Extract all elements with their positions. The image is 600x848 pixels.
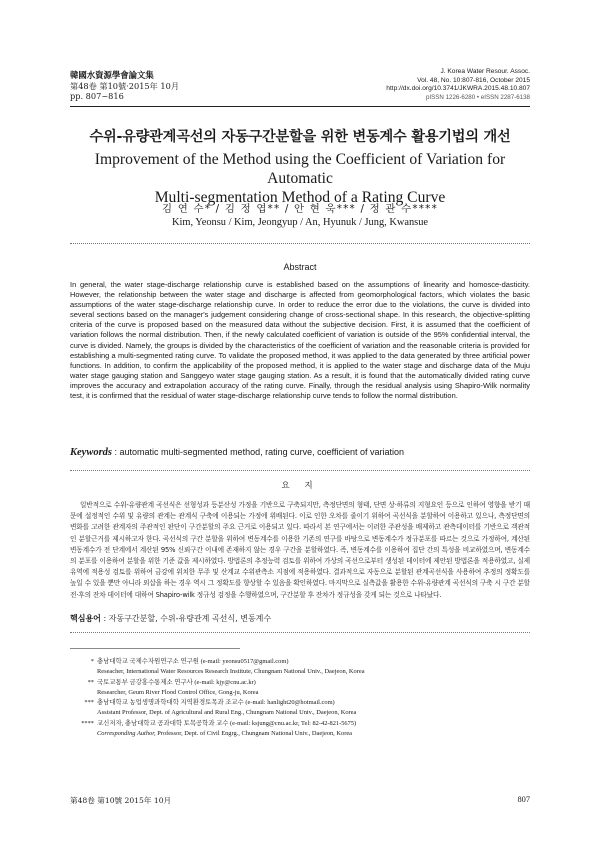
keywords-text: automatic multi-segmented method, rating curve, coefficient of variation xyxy=(119,447,404,457)
summary-body: 일반적으로 수위-유량관계 곡선식은 선형성과 등분산성 가정을 기반으로 구축되지만, 측정단면의 형태, 단면 상·하류의 지형요인 등으로 인하여 영향을 받기 때문에 설정적인 수위 및 유량의 관계는 관계식 구축에 이용되는 가정에 위배된다. 이로 인한 오차를 줄이기 위하여 곡선식을 분할하여 이용하고 있으나, 측정단면의 변화를 고려한 관계자의 주관적인 판단이 구간분할의 주요 근거로 이용되고 있다. 따라서 본 연구에서는 이러한 주관성을 배제하고 관측데이터를 기반으로 객관적인 분할근거를 제시하고자 한다. 곡선식의 구간 분할을 위하여 변동계수를 이용한 기존의 연구를 바탕으로 변동계수가 정규분포를 따르는 것으로 가정하여, 계산된 변동계수가 전 단계에서 계산된 95% 신뢰구간 이내에 존재하지 않는 경우 구간을 분할하였다. 즉, 변동계수를 이용하여 집단 간의 특성을 비교하였으며, 변동계수의 분포를 이용하여 분할을 위한 기준 값을 제시하였다. 방법론의 추정능력 검토를 위하여 가상의 곡선으로부터 생성된 데이터에 제안된 방법론을 적용하였고, 실제 유역에 적용성 검토를 위하여 금강에 위치한 무주 및 산계교 수위관측소 지점에 적용하였다. 결과적으로 자동으로 분할된 관계곡선식을 사용하여 추정의 정확도를 높일 수 있을 뿐만 아니라 외삽을 하는 경우 역시 그 정확도를 향상할 수 있음을 확인하였다. 마지막으로 실측값을 활용한 수위-유량관계 곡선식의 구축 시 구간 분할 전·후의 잔차 데이터에 대하여 Shapiro-wilk 정규성 검정을 수행하였으며, 구간분할 후 잔차가 정규성을 갖게 되는 것으로 나타났다. xyxy=(70,501,530,599)
abstract-heading: Abstract xyxy=(283,262,317,272)
footnote-line: Assistant Professor, Dept. of Agricultural and Rural Eng., Chungnam National Univ., Daejeon, Korea xyxy=(97,709,357,717)
volume-en: Vol. 48, No. 10:807-816, October 2015 xyxy=(417,76,530,84)
footnote-line: 교신저자, 충남대학교 공과대학 토목공학과 교수 (e-mail: ksjung@cnu.ac.kr, Tel: 82-42-821-5675) xyxy=(97,719,357,727)
footnote-mark: ** xyxy=(87,678,94,686)
footnotes xyxy=(70,657,540,739)
footnote-line: Reseacher, International Water Resources Research Institute, Chungnam National Univ., Daejeon, Korea xyxy=(97,668,365,676)
journal-name-ko: 韓國水資源學會論文集 xyxy=(70,70,154,80)
footnote-line: Researcher, Geum River Flood Control Office, Gong-ju, Korea xyxy=(97,688,259,696)
title-korean: 수위-유량관계곡선의 자동구간분할을 위한 변동계수 활용기법의 개선 xyxy=(89,129,511,145)
footnote-line: 충남대학교 국제수자원연구소 연구원 (e-mail: yeonsu0517@gmail.com) xyxy=(97,658,289,665)
summary-divider xyxy=(70,632,530,633)
journal-header-left xyxy=(70,70,179,102)
footnote-author-1 xyxy=(70,657,540,678)
keywords xyxy=(70,447,530,458)
page-range: pp. 807~816 xyxy=(70,91,124,101)
doi-link[interactable]: http://dx.doi.org/10.3741/JKWRA.2015.48.10.807 xyxy=(386,85,530,93)
footnote-mark: **** xyxy=(81,719,94,727)
journal-header-right xyxy=(386,68,530,102)
keywords-korean-text: 자동구간분할, 수위-유량관계 곡선식, 변동계수 xyxy=(108,614,272,623)
issn: pISSN 1226-6280 • eISSN 2287-6138 xyxy=(426,93,530,101)
keywords-korean xyxy=(70,613,530,624)
footnote-mark: * xyxy=(90,658,94,665)
footnote-mark: *** xyxy=(84,699,94,707)
footnote-line: 충남대학교 농업생명과학대학 지역환경토목과 조교수 (e-mail: hanlight20@hotmail.com) xyxy=(97,699,335,707)
keywords-korean-sep: : xyxy=(100,614,109,623)
abstract-body: In general, the water stage-discharge relationship curve is established based on the assumptions of linearity and homosce-dasticity. However, the relationship between the water stage and discharge is affected from geomorphological factors, which violates the basic assumptions of the water stage-discharge relationship curve. In order to reduce the error due to the violations, the curve is divided into several sections based on the manager's judgement considering change of cross-sectional shape. In this research, the objective-splitting criteria of the curve is proposed based on the measured data without the subjective decision. First, it is assumed that the coefficient of variation follows the normal distribution. Then, if the newly calculated coefficient of variation is outside of the 95% confidential interval, the curve is divided. Namely, the groups is divided by the characteristics of the coefficient of variation and the reasonable criteria is provided for establishing a multi-segmented rating curve. To validate the proposed method, it was applied to the data generated by three artificial power functions. In addition, to confirm the applicability of the proposed method, it is applied to the water stage and discharge data of the Muju water stage gauging station and Sanggeyo water stage gauging station. As a result, it is found that the automatically divided rating curve improves the accuracy and extrapolation accuracy of the rating curve. Finally, through the residual analysis using Shapiro-Wilk normality test, it is confirmed that the residual of water stage-discharge relationship curve tends to follow the normal distribution. xyxy=(70,280,530,401)
footnote-author-2 xyxy=(70,678,540,699)
keywords-label: Keywords xyxy=(70,447,112,458)
corresponding-author-affiliation: Professor, Dept. of Civil Engrg., Chungnam National Univ., Daejeon, Korea xyxy=(155,730,352,738)
authors-divider xyxy=(70,243,530,244)
keywords-divider xyxy=(70,470,530,471)
footer-issue: 第48卷 第10號 2015年 10月 xyxy=(70,796,172,805)
footnote-line: 국토교통부 금강홍수통제소 연구사 (e-mail: kjy@cnu.ac.kr) xyxy=(97,678,256,686)
keywords-korean-label: 핵심용어 xyxy=(70,614,101,623)
volume-ko: 第48卷 第10號·2015年 10月 xyxy=(70,80,180,91)
authors-korean: 김 연 수* / 김 정 엽** / 안 현 욱*** / 정 관 수**** xyxy=(162,203,438,215)
title-english xyxy=(70,150,530,207)
title-english-line1: Improvement of the Method using the Coefficient of Variation for Automatic xyxy=(94,151,506,187)
page-number: 807 xyxy=(517,795,530,804)
authors-english: Kim, Yeonsu / Kim, Jeongyup / An, Hyunuk / Jung, Kwansue xyxy=(171,217,429,228)
title-english-line2: Multi-segmentation Method of a Rating Curve xyxy=(154,189,446,206)
header-rule xyxy=(70,106,530,107)
footnote-author-3 xyxy=(70,698,540,719)
corresponding-author-label: Corresponding Author, xyxy=(97,730,156,738)
footnote-author-4 xyxy=(70,719,540,740)
footnote-rule xyxy=(70,648,240,649)
summary-heading: 요 지 xyxy=(281,481,319,491)
journal-name-en: J. Korea Water Resour. Assoc. xyxy=(440,68,530,75)
keywords-sep: : xyxy=(112,447,120,457)
footnote-line xyxy=(70,729,540,739)
